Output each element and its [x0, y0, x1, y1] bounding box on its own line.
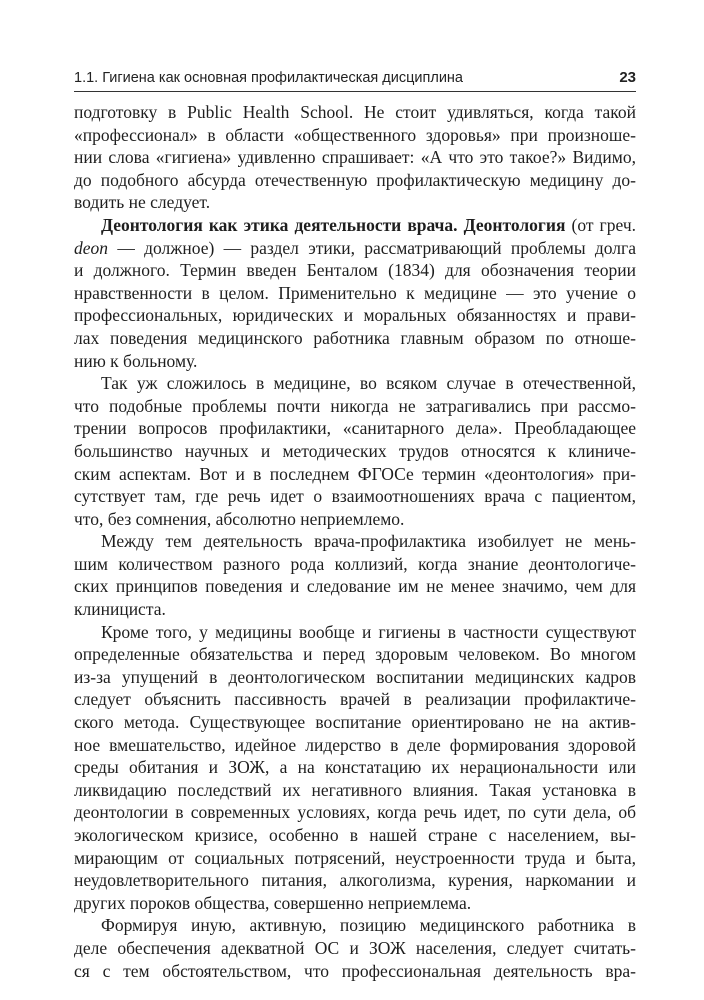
paragraph — [74, 914, 636, 982]
text-line: шим количеством разного рода коллизий, когда знание деонтологиче- — [74, 553, 636, 574]
text-line: и должного. Термин введен Бенталом (1834) для обозначения теории — [74, 260, 636, 281]
paragraph — [74, 101, 636, 214]
paragraph — [74, 530, 636, 620]
text-line: из-за упущений в деонтологическом воспитании медицинских кадров — [74, 666, 636, 687]
text-line: что подобные проблемы почти никогда не затрагивались при рассмо- — [74, 395, 636, 416]
text-line: ликвидацию последствий их негативного влияния. Такая установка в — [74, 779, 636, 800]
body-text — [74, 101, 636, 982]
section-heading: Деонтология как этика деятельности врача. Деонтология — [101, 214, 566, 235]
header-rule — [74, 91, 636, 92]
text-line: определенные обязательства и перед здоровым человеком. Во многом — [74, 644, 636, 665]
text-line — [74, 237, 636, 260]
text-line: других пороков общества, совершенно неприемлема. — [74, 892, 472, 913]
text-line: водить не следует. — [74, 192, 211, 213]
text-line: клинициста. — [74, 599, 166, 620]
text-line: большинство научных и методических трудов относятся к клиниче- — [74, 440, 636, 461]
text-line: до подобного абсурда отечественную профилактическую медицину до- — [74, 169, 636, 190]
text-line — [74, 214, 636, 237]
paragraph — [74, 372, 636, 530]
text-line: «профессионал» в области «общественного здоровья» при произноше- — [74, 124, 636, 145]
text-line: следует объяснить пассивность врачей в реализации профилактиче- — [74, 689, 636, 710]
text-line: неудовлетворительного питания, алкоголизма, курения, наркомании и — [74, 870, 636, 891]
text-fragment: — должное) — раздел этики, рассматривающий проблемы долга — [108, 237, 636, 258]
text-line: мирающим от социальных потрясений, неустроенности труда и быта, — [74, 847, 636, 868]
page-number: 23 — [619, 69, 636, 86]
italic-term: deon — [74, 237, 109, 258]
chapter-title: 1.1. Гигиена как основная профилактическая дисциплина — [74, 70, 464, 86]
text-line: деонтологии в современных условиях, когда речь идет, по сути дела, об — [74, 802, 636, 823]
text-line: ских принципов поведения и следование им не менее значимо, чем для — [74, 576, 636, 597]
text-line: ное вмешательство, идейное лидерство в деле формирования здоровой — [74, 734, 636, 755]
text-line: нии слова «гигиена» удивленно спрашивает: «А что это такое?» Видимо, — [74, 147, 636, 168]
text-line: среды обитания и ЗОЖ, а на констатацию их нерациональности или — [74, 757, 636, 778]
text-line: Формируя иную, активную, позицию медицинского работника в — [101, 915, 636, 936]
running-header — [74, 67, 636, 89]
text-line: ским аспектам. Вот и в последнем ФГОСе термин «деонтология» при- — [74, 463, 636, 484]
text-line: экологическом кризисе, особенно в нашей стране с населением, вы- — [74, 825, 636, 845]
paragraph — [74, 214, 636, 372]
text-line: ся с тем обстоятельством, что профессиональная деятельность вра- — [74, 960, 636, 981]
text-line: трении вопросов профилактики, «санитарного дела». Преобладающее — [74, 418, 636, 439]
text-line: сутствует там, где речь идет о взаимоотношениях врача с пациентом, — [74, 486, 636, 507]
text-line: ского метода. Существующее воспитание ориентировано не на актив- — [74, 712, 636, 733]
text-line: Кроме того, у медицины вообще и гигиены в частности существуют — [101, 621, 636, 642]
text-line: Так уж сложилось в медицине, во всяком случае в отечественной, — [101, 373, 636, 394]
text-line: лах поведения медицинского работника главным образом по отноше- — [74, 327, 636, 348]
text-line: нию к больному. — [74, 350, 198, 371]
text-line: что, без сомнения, абсолютно неприемлемо. — [74, 508, 405, 529]
paragraph — [74, 621, 636, 915]
text-fragment: (от греч. — [565, 214, 636, 235]
text-line: Между тем деятельность врача-профилактика изобилует не мень- — [101, 531, 636, 552]
text-line: подготовку в Public Health School. Не стоит удивляться, когда такой — [74, 102, 636, 122]
text-line: профессиональных, юридических и моральных обязанностях и прави- — [74, 305, 636, 326]
text-line: нравственности в целом. Применительно к медицине — это учение о — [74, 282, 636, 303]
text-line: деле обеспечения адекватной ОС и ЗОЖ населения, следует считать- — [74, 937, 636, 958]
